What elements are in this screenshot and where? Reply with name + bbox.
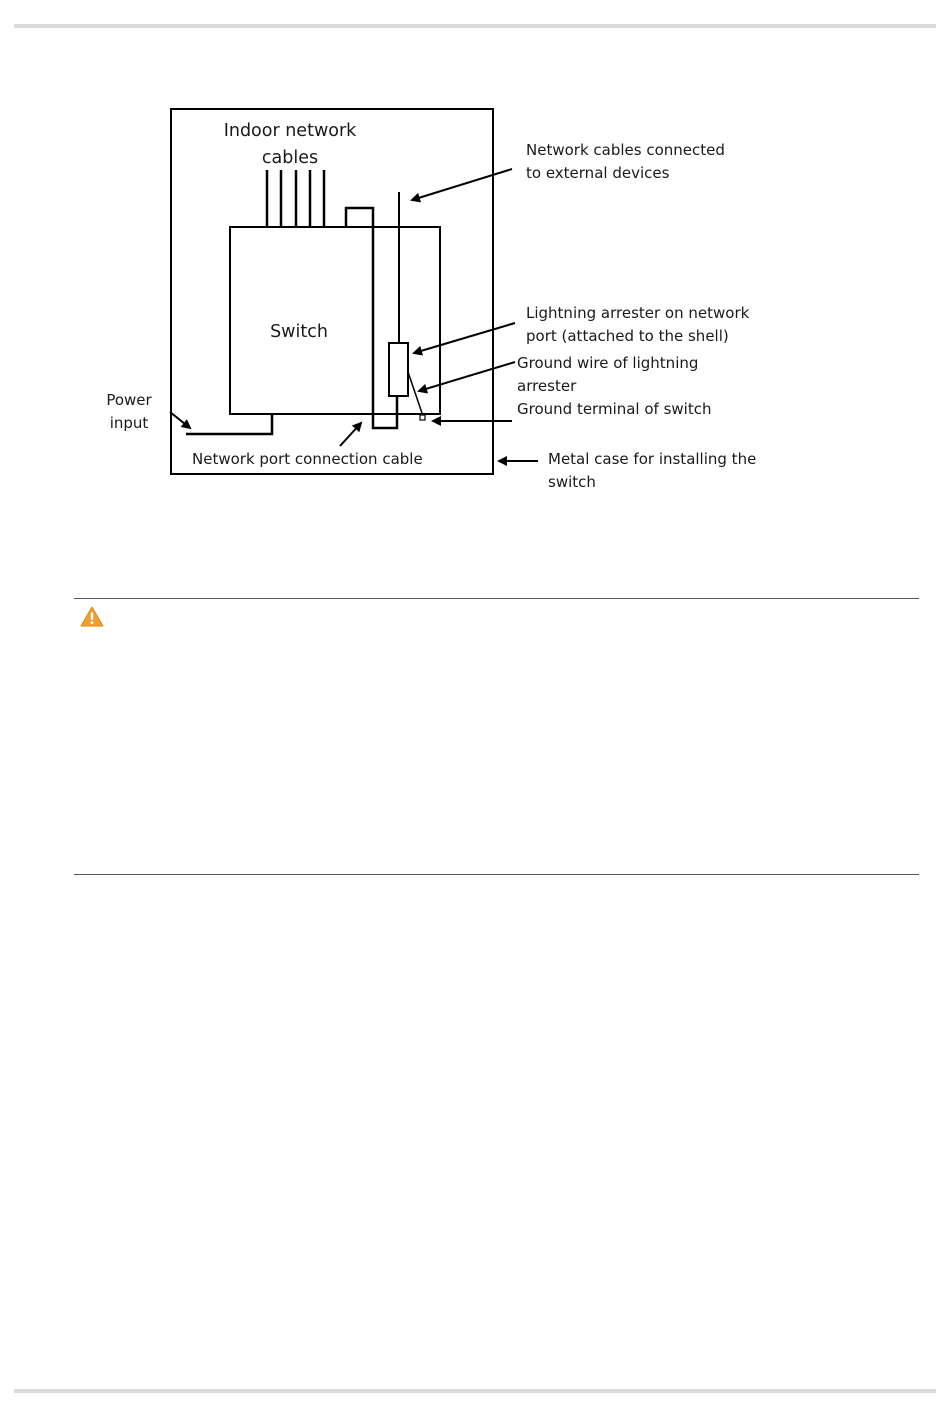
label-power-1: Power [106, 391, 152, 409]
label-external-cables-2: to external devices [526, 164, 670, 182]
lightning-arrester [389, 343, 408, 396]
label-port-cable: Network port connection cable [192, 450, 423, 468]
label-arrester-2: port (attached to the shell) [526, 327, 729, 345]
warning-callout [74, 598, 919, 875]
page-bottom-rule [14, 1389, 936, 1393]
label-arrester-1: Lightning arrester on network [526, 304, 750, 322]
lightning-protection-diagram [0, 0, 950, 600]
label-ground-terminal: Ground terminal of switch [517, 400, 712, 418]
warning-icon [80, 606, 104, 627]
indoor-cables [267, 170, 324, 227]
label-metal-case-1: Metal case for installing the [548, 450, 757, 468]
power-cable [186, 414, 272, 434]
label-indoor-cables-2: cables [261, 148, 319, 168]
label-ground-wire-2: arrester [517, 377, 577, 395]
label-ground-wire-1: Ground wire of lightning [517, 354, 699, 372]
label-metal-case-2: switch [548, 473, 596, 491]
label-indoor-cables-1: Indoor network [223, 121, 357, 141]
label-external-cables-1: Network cables connected [526, 141, 725, 159]
ground-terminal [420, 415, 425, 420]
label-switch: Switch [270, 322, 328, 342]
label-power-2: input [109, 414, 149, 432]
